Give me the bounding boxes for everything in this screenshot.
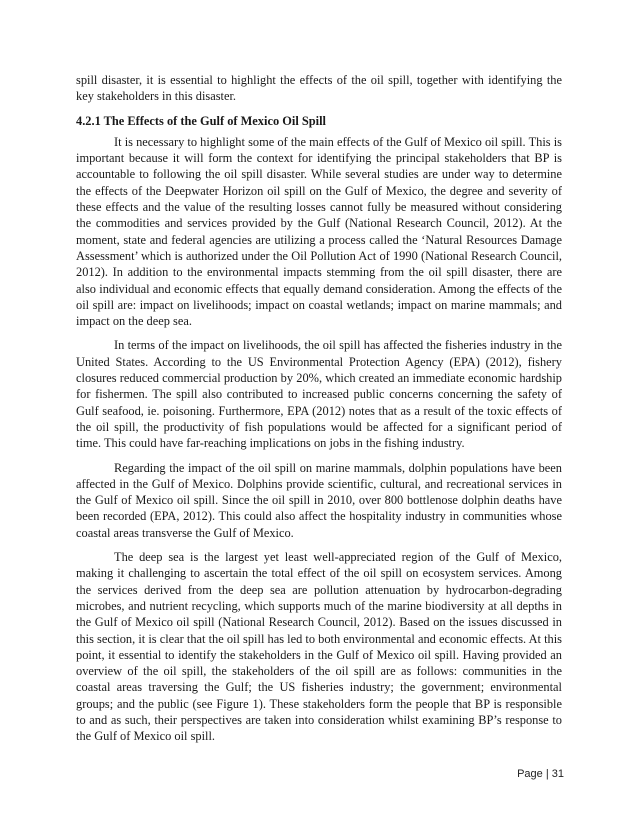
page-body (76, 72, 562, 753)
paragraph-effects-overview: It is necessary to highlight some of the main effects of the Gulf of Mexico oil spill. This is important because it will form the context for identifying the principal stakeholders that BP is accountable to following the oil spill disaster. While several studies are under way to determine the effects of the Deepwater Horizon oil spill on the Gulf of Mexico, the degree and severity of these effects and the value of the resulting losses cannot fully be measured without considering the commodities and services provided by the Gulf (National Research Council, 2012). At the moment, state and federal agencies are utilizing a process called the ‘Natural Resources Damage Assessment’ which is authorized under the Oil Pollution Act of 1990 (National Research Council, 2012). In addition to the environmental impacts stemming from the oil spill disaster, there are also individual and economic effects that equally demand consideration. Among the effects of the oil spill are: impact on livelihoods; impact on coastal wetlands; impact on marine mammals; and impact on the deep sea. (76, 134, 562, 329)
page-number: Page | 31 (517, 768, 564, 780)
paragraph-deep-sea: The deep sea is the largest yet least well-appreciated region of the Gulf of Mexico, making it challenging to ascertain the total effect of the oil spill on ecosystem services. Among the services derived from the deep sea are pollution attenuation by hydrocarbon-degrading microbes, and nutrient recycling, which supports much of the marine biodiversity at all depths in the Gulf of Mexico oil spill (National Research Council, 2012). Based on the issues discussed in this section, it is clear that the oil spill has led to both environmental and economic effects. At this point, it essential to identify the stakeholders in the Gulf of Mexico oil spill. Having provided an overview of the oil spill, the stakeholders of the oil spill are as follows: communities in the coastal areas traversing the Gulf; the US fisheries industry; the government; environmental groups; and the public (see Figure 1). These stakeholders form the people that BP is responsible to and as such, their perspectives are taken into consideration whilst examining BP’s response to the Gulf of Mexico oil spill. (76, 550, 562, 744)
intro-continuation-paragraph: spill disaster, it is essential to highlight the effects of the oil spill, together with identifying the key stakeholders in this disaster. (76, 73, 562, 104)
section-heading: 4.2.1 The Effects of the Gulf of Mexico Oil Spill (76, 113, 326, 128)
paragraph-marine-mammals: Regarding the impact of the oil spill on marine mammals, dolphin populations have been affected in the Gulf of Mexico. Dolphins provide scientific, cultural, and recreational services in the Gulf of Mexico oil spill. Since the oil spill in 2010, over 800 bottlenose dolphin deaths have been recorded (EPA, 2012). This could also affect the hospitality industry in communities whose coastal areas transverse the Gulf of Mexico. (76, 460, 562, 540)
paragraph-livelihoods: In terms of the impact on livelihoods, the oil spill has affected the fisheries industry in the United States. According to the US Environmental Protection Agency (EPA) (2012), fishery closures reduced commercial production by 20%, which created an immediate economic hardship for fishermen. The spill also contributed to increased public concerns concerning the safety of Gulf seafood, ie. poisoning. Furthermore, EPA (2012) notes that as a result of the toxic effects of the oil spill, the productivity of fish populations would be affected for a significant period of time. This could have far-reaching implications on jobs in the fishing industry. (76, 338, 562, 451)
